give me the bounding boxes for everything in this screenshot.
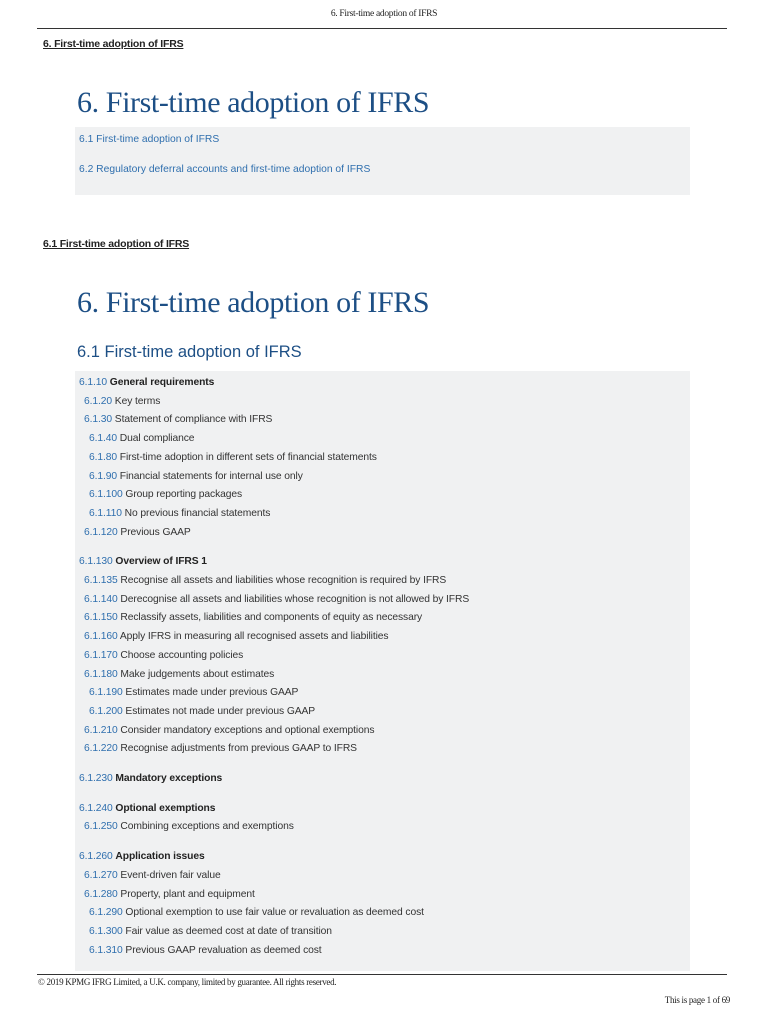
- toc-item-number[interactable]: 6.1.190: [89, 687, 123, 699]
- toc-item-title: Financial statements for internal use only: [119, 470, 303, 482]
- toc-item[interactable]: [89, 926, 332, 937]
- toc-item-number[interactable]: 6.1.40: [89, 433, 118, 445]
- toc-item[interactable]: [84, 575, 446, 586]
- toc-item[interactable]: [84, 414, 272, 425]
- toc-item[interactable]: [84, 725, 374, 736]
- toc-item-number[interactable]: 6.1.160: [84, 631, 118, 643]
- toc-item[interactable]: [89, 508, 270, 519]
- toc-item[interactable]: [89, 452, 377, 463]
- toc-link-6-2[interactable]: 6.2 Regulatory deferral accounts and first-time adoption of IFRS: [79, 164, 371, 175]
- page-title: 6. First-time adoption of IFRS: [77, 86, 430, 119]
- toc-heading[interactable]: [79, 556, 207, 567]
- section-title: 6. First-time adoption of IFRS: [77, 286, 430, 319]
- section-link-6-1[interactable]: 6.1 First-time adoption of IFRS: [43, 238, 190, 250]
- running-header: 6. First-time adoption of IFRS: [330, 9, 438, 19]
- toc-item-number[interactable]: 6.1.120: [84, 526, 118, 538]
- toc-item-number[interactable]: 6.1.270: [84, 869, 118, 881]
- toc-item[interactable]: [84, 396, 160, 407]
- toc-item-number[interactable]: 6.1.90: [89, 470, 118, 482]
- toc-item-number[interactable]: 6.1.110: [89, 507, 122, 519]
- toc-item-title: Optional exemptions: [115, 802, 216, 814]
- toc-item[interactable]: [84, 594, 469, 605]
- toc-item-number[interactable]: 6.1.140: [84, 593, 118, 605]
- toc-item[interactable]: [84, 821, 294, 832]
- toc-heading[interactable]: [79, 773, 222, 784]
- toc-item-number[interactable]: 6.1.170: [84, 649, 118, 661]
- toc-item-title: Recognise adjustments from previous GAAP to IFRS: [120, 743, 357, 755]
- toc-box-section: [75, 371, 690, 971]
- toc-item[interactable]: [84, 870, 221, 881]
- section-link-6[interactable]: 6. First-time adoption of IFRS: [43, 38, 184, 50]
- toc-item[interactable]: [89, 706, 315, 717]
- toc-item-title: Mandatory exceptions: [115, 773, 223, 784]
- toc-item[interactable]: [89, 433, 194, 444]
- toc-item-title: Previous GAAP: [120, 526, 191, 538]
- toc-item[interactable]: [89, 471, 303, 482]
- page-number: This is page 1 of 69: [664, 995, 730, 1005]
- toc-item-title: Optional exemption to use fair value or revaluation as deemed cost: [125, 907, 424, 919]
- toc-item-title: Make judgements about estimates: [120, 668, 275, 680]
- toc-item-number[interactable]: 6.1.130: [79, 556, 113, 568]
- footer-copyright: © 2019 KPMG IFRG Limited, a U.K. company, limited by guarantee. All rights reserved.: [38, 977, 337, 987]
- toc-item-number[interactable]: 6.1.210: [84, 724, 118, 736]
- toc-item-number[interactable]: 6.1.260: [79, 851, 113, 863]
- toc-item-number[interactable]: 6.1.290: [89, 907, 123, 919]
- toc-item[interactable]: [84, 631, 388, 642]
- toc-item-number[interactable]: 6.1.280: [84, 888, 118, 900]
- toc-item-title: Dual compliance: [119, 433, 195, 445]
- toc-item-title: Event-driven fair value: [120, 869, 221, 881]
- toc-item[interactable]: [89, 489, 242, 500]
- toc-item-number[interactable]: 6.1.200: [89, 705, 123, 717]
- toc-item-number[interactable]: 6.1.135: [84, 575, 118, 586]
- toc-item-title: Estimates made under previous GAAP: [125, 687, 299, 699]
- toc-item[interactable]: [89, 907, 424, 918]
- toc-item-number[interactable]: 6.1.310: [89, 944, 123, 956]
- toc-heading[interactable]: [79, 377, 214, 388]
- toc-item-number[interactable]: 6.1.220: [84, 743, 118, 755]
- header-rule: [37, 28, 727, 29]
- toc-item-title: Estimates not made under previous GAAP: [125, 705, 316, 717]
- toc-item[interactable]: [84, 743, 357, 754]
- toc-item-title: Overview of IFRS 1: [115, 556, 207, 568]
- toc-item-title: Previous GAAP revaluation as deemed cost: [125, 944, 322, 956]
- toc-item[interactable]: [84, 669, 274, 680]
- section-subtitle: 6.1 First-time adoption of IFRS: [77, 343, 302, 361]
- toc-item-title: Derecognise all assets and liabilities whose recognition is not allowed by IFRS: [120, 593, 470, 605]
- toc-item-title: Fair value as deemed cost at date of transition: [125, 925, 332, 937]
- toc-item-title: Property, plant and equipment: [120, 888, 255, 900]
- toc-item-number[interactable]: 6.1.30: [84, 414, 113, 426]
- toc-box-chapter: [75, 127, 690, 195]
- toc-heading[interactable]: [79, 803, 215, 814]
- toc-item-title: General requirements: [109, 377, 215, 388]
- toc-item[interactable]: [89, 945, 322, 956]
- toc-item[interactable]: [84, 650, 243, 661]
- toc-item-number[interactable]: 6.1.80: [89, 451, 118, 463]
- toc-item-number[interactable]: 6.1.100: [89, 489, 123, 501]
- toc-item-title: No previous financial statements: [124, 507, 271, 519]
- toc-item-title: Statement of compliance with IFRS: [114, 414, 273, 426]
- toc-item[interactable]: [84, 889, 255, 900]
- toc-item-number[interactable]: 6.1.230: [79, 773, 113, 784]
- toc-item-number[interactable]: 6.1.240: [79, 802, 113, 814]
- toc-item-number[interactable]: 6.1.150: [84, 612, 118, 624]
- toc-item-number[interactable]: 6.1.300: [89, 925, 123, 937]
- toc-item-title: Combining exceptions and exemptions: [120, 821, 294, 833]
- toc-item-number[interactable]: 6.1.10: [79, 377, 108, 388]
- toc-item-title: Apply IFRS in measuring all recognised assets and liabilities: [119, 631, 389, 643]
- toc-item[interactable]: [84, 612, 422, 623]
- toc-item[interactable]: [89, 687, 298, 698]
- toc-item-title: Recognise all assets and liabilities whose recognition is required by IFRS: [120, 575, 447, 586]
- toc-item-title: Group reporting packages: [125, 489, 243, 501]
- toc-item-title: Choose accounting policies: [120, 649, 244, 661]
- footer-rule: [37, 974, 727, 975]
- toc-item-title: Consider mandatory exceptions and optional exemptions: [120, 724, 375, 736]
- toc-item-title: Key terms: [114, 395, 161, 407]
- toc-item-title: First-time adoption in different sets of financial statements: [119, 451, 377, 463]
- toc-item[interactable]: [84, 527, 191, 538]
- toc-item-number[interactable]: 6.1.250: [84, 821, 118, 833]
- toc-item-title: Application issues: [115, 851, 205, 863]
- toc-item-number[interactable]: 6.1.20: [84, 395, 113, 407]
- toc-item-title: Reclassify assets, liabilities and components of equity as necessary: [120, 612, 423, 624]
- toc-item-number[interactable]: 6.1.180: [84, 668, 118, 680]
- toc-heading[interactable]: [79, 851, 205, 862]
- toc-link-6-1[interactable]: 6.1 First-time adoption of IFRS: [79, 134, 220, 145]
